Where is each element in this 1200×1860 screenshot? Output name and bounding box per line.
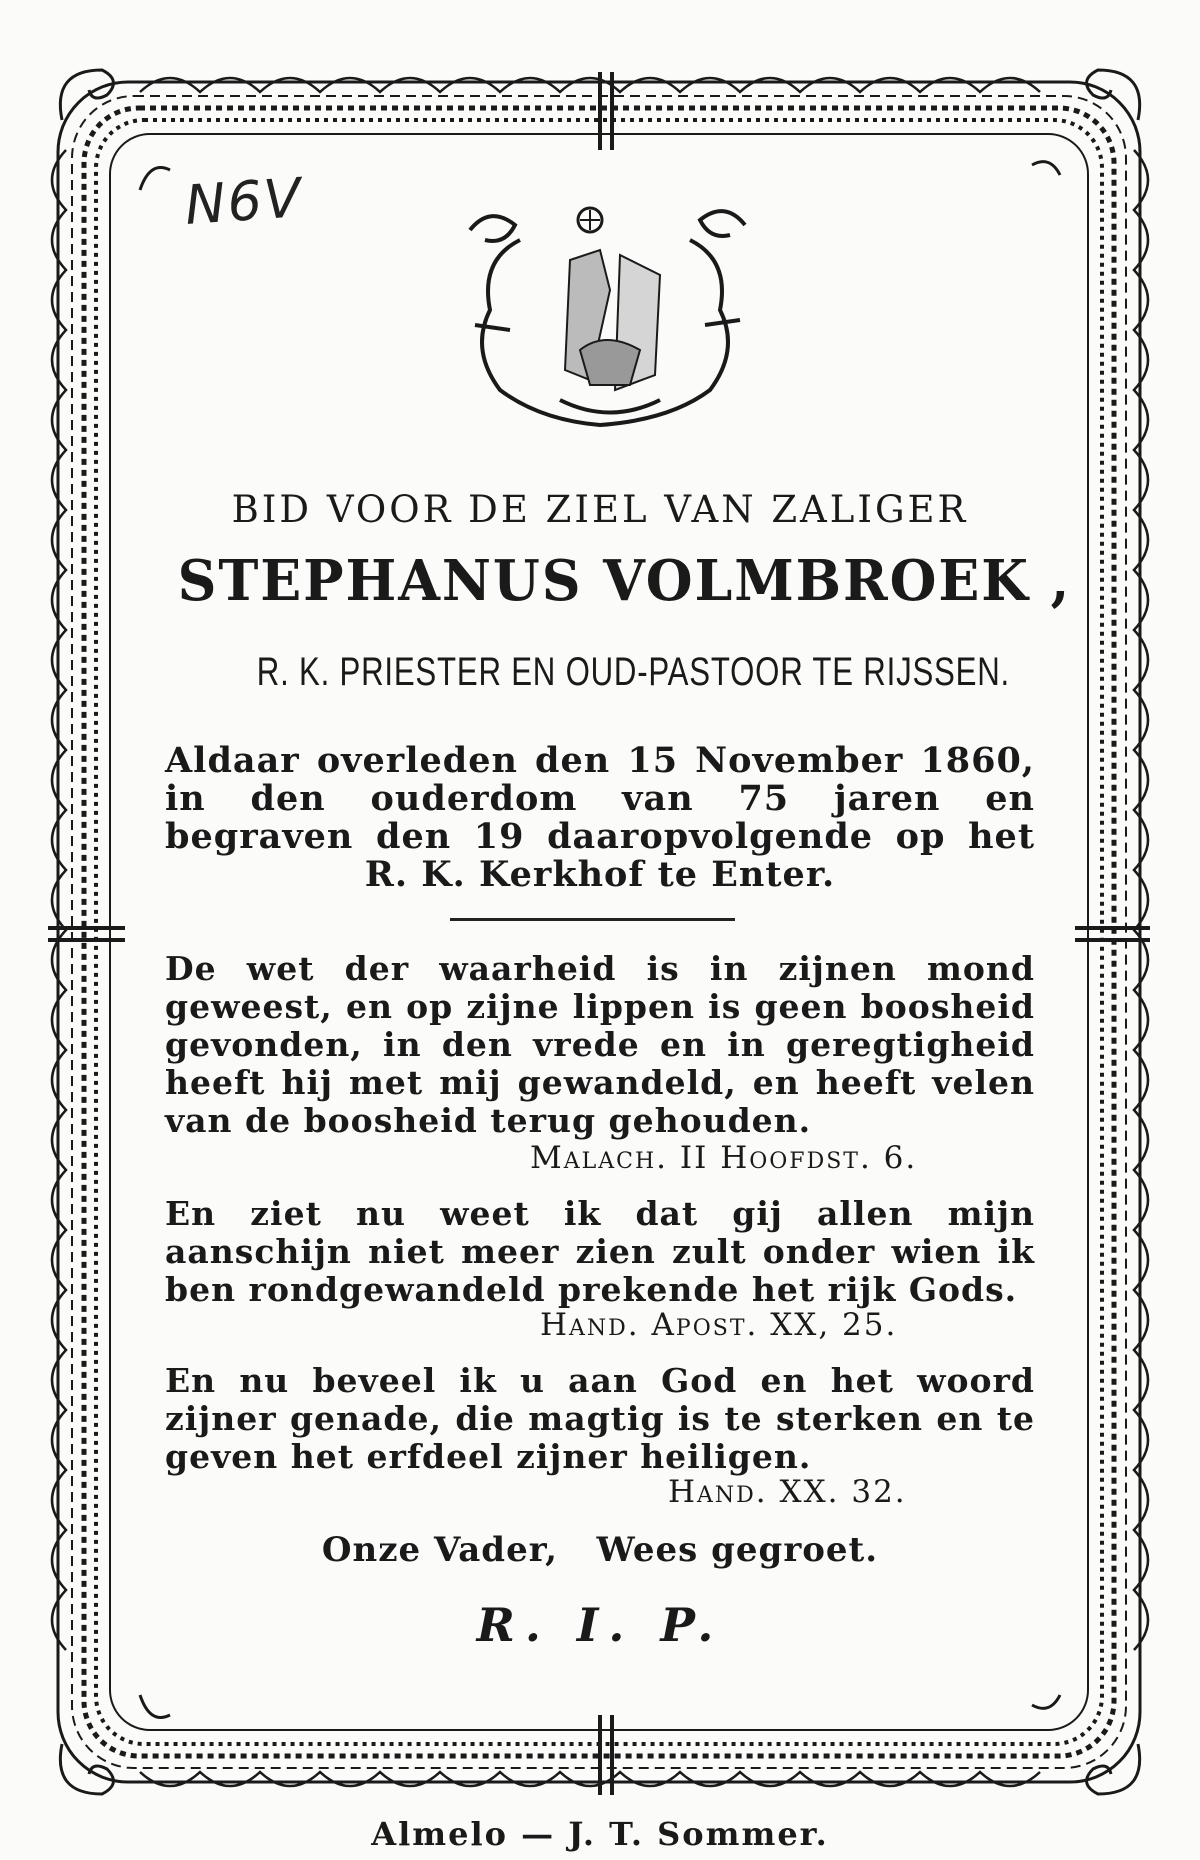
- closing-prayers: Onze Vader, Wees gegroet.: [321, 1530, 879, 1570]
- verse-reference: Hand. XX. 32.: [668, 1474, 907, 1510]
- deceased-name: STEPHANUS VOLMBROEK ,: [177, 548, 1072, 614]
- rip-closing: R. I. P.: [476, 1598, 724, 1652]
- verse-reference: Hand. Apost. XX, 25.: [540, 1307, 898, 1343]
- prayer-heading: BID VOOR DE ZIEL VAN ZALIGER: [231, 488, 969, 531]
- death-notice: Aldaar overleden den 15 November 1860, in den ouderdom van 75 jaren en begraven den 19 daaropvolgende op het R. K. Kerkhof te Enter.: [165, 740, 1035, 895]
- verse-text: De wet der waarheid is in zijnen mond geweest, en op zijne lippen is geen boosheid gevonden, in den vrede en in geregtigheid heeft hij met mij gewandeld, en heeft velen van de boosheid terug gehouden.: [165, 949, 1035, 1140]
- verse-reference: Malach. II Hoofdst. 6.: [530, 1140, 918, 1176]
- deceased-title: R. K. PRIESTER EN OUD-PASTOOR TE RIJSSEN.: [256, 650, 1010, 694]
- religious-emblem-icon: [460, 200, 755, 435]
- verse-text: En ziet nu weet ik dat gij allen mijn aanschijn niet meer zien zult onder wien ik ben rondgewandeld prekende het rijk Gods.: [165, 1194, 1035, 1309]
- printer-imprint: Almelo — J. T. Sommer.: [371, 1815, 829, 1853]
- verse-text: En nu beveel ik u aan God en het woord zijner genade, die magtig is te sterken en te geven het erfdeel zijner heiligen.: [165, 1361, 1035, 1476]
- divider: [450, 918, 735, 921]
- handwritten-note: N6V: [182, 165, 305, 238]
